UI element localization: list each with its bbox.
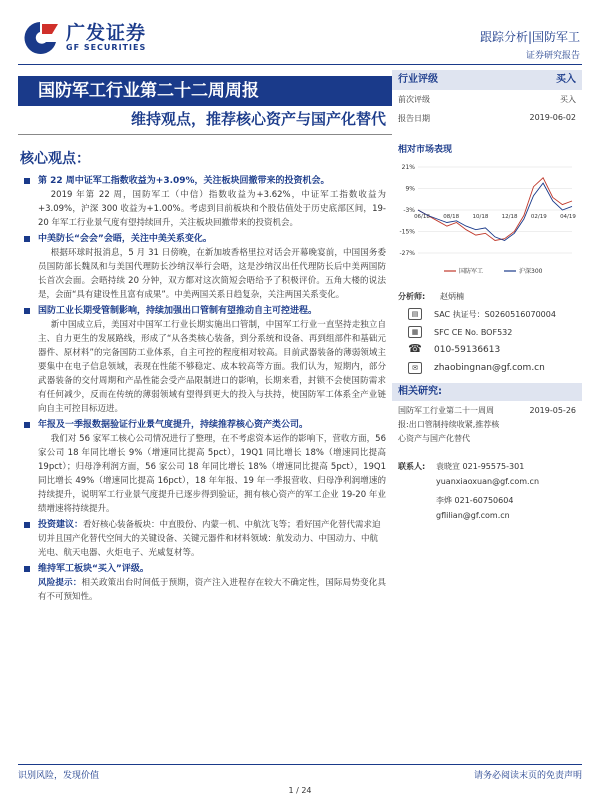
contact-1-email[interactable]: yuanxiaoxuan@gf.com.cn [436,477,540,486]
chart-x-tick: 10/18 [472,214,489,220]
sidebar [392,70,582,523]
id-card-icon: ▤ [408,308,422,320]
risk-label: 风险提示： [38,578,82,588]
point-1-text: 2019 年第 22 周，国防军工（中信）指数收益为+3.62%，中证军工指数收益为+3.09%，沪深 300 收益为+1.00%。考虑到目前板块和个股估值处于历史底部区间，19-20 年军工行业景气度有望持续回升，关注板块回撤带来的投资机会。 [38,190,386,228]
page-header [0,0,600,70]
sac-row [392,305,582,323]
sfc-row [392,323,582,341]
chart-series-line [418,178,572,241]
analyst-row [392,287,582,305]
contact-label: 联系人: [398,462,426,471]
chart-x-tick: 06/18 [414,214,430,220]
analyst-email[interactable]: zhaobingnan@gf.com.cn [434,363,545,373]
point-2-heading: 中美防长“会会”会晤，关注中美关系变化。 [20,232,386,246]
analyst-name: 赵炳楠 [440,291,464,301]
footer-divider [18,764,582,765]
prev-rating-value: 买入 [560,95,576,104]
related-title: 相关研究: [392,383,582,401]
point-2-text: 根据环球时报消息，5 月 31 日傍晚，在新加坡香格里拉对话会开幕晚宴前，中国国务委员国防部长魏凤和与美国代理防长沙纳汉举行会晤，这是沙纳汉出任代理防长后中美两国防长首次会面。会晤持续 20 分钟，双方都对这次简短会晤给予了积极评价。五角大楼的说法是，会面“具有建设性且富有成果”。中美两国关系日趋复杂，关注两国关系变化。 [38,248,386,300]
phone-icon: ☎ [408,342,422,355]
contact-2-email[interactable]: gflilian@gf.com.cn [436,511,510,520]
chart-svg [392,161,582,281]
doc-subtype: 证券研究报告 [525,51,580,61]
point-3-text: 新中国成立后，美国对中国军工行业长期实施出口管制，中国军工行业一直坚持走独立自主、自力更生的发展路线，形成了“从各类核心装备，到分系统和设备、再到组部件和基础元器件、原材料”的完备国防工业体系，自主可控的程度相对较高。目前武器装备的薄弱领域主要集中在电子信息领域，表现在性能不够稳定、成本较高等方面。我们认为，短期内，部分武器装备的交付周期和产品性能会受产品限制进口的影响，长期来看，封锁不会使国防需求有任何减少，反而在传统的薄弱领域有望得到更大的投入与扶持，使国防军工体系全产业链向自主可控目标迈进。 [38,320,386,414]
gf-logo [18,20,146,56]
footer-disclaimer[interactable]: 请务必阅读末页的免责声明 [473,771,582,781]
footer-slogan: 识别风险，发现价值 [18,771,100,781]
chart-y-tick: -27% [399,250,415,257]
subtitle-divider [18,134,392,135]
core-view-title: 核心观点： [20,151,90,167]
rating-bar [392,70,582,90]
sac-number: SAC 执证号：S0260516070004 [434,309,556,319]
doc-type: 跟踪分析|国防军工 [479,30,580,44]
phone-row [392,341,582,359]
main-content [20,148,386,604]
chart-legend-label: 沪深300 [519,268,543,275]
rating-label: 行业评级 [398,74,438,85]
phone-number: 010-59136613 [434,345,501,355]
analyst-label: 分析师: [398,291,426,301]
chart-x-tick: 12/18 [501,214,518,220]
report-title: 国防军工行业第二十二周周报 [18,76,392,106]
risk-row [20,576,386,604]
point-4-heading: 年报及一季报数据验证行业景气度提升，持续推荐核心资产类公司。 [20,418,386,432]
chart-x-tick: 04/19 [560,214,576,220]
analyst-block [392,287,582,377]
related-date: 2019-05-26 [529,406,576,415]
invest-label: 投资建议： [38,520,84,530]
logo-name-en: GF SECURITIES [66,43,147,52]
related-line-1: 国防军工行业第二十一周周 [398,406,494,415]
contact-1-name: 袁晓宣 021-95575-301 [436,462,525,471]
contact-2-name: 李烨 021-60750604 [436,496,514,505]
perf-title: 相对市场表现 [398,145,453,155]
chart-x-tick: 02/19 [530,214,547,220]
point-6-heading: 维持军工板块“买入”评级。 [20,562,386,576]
rating-value: 买入 [556,74,576,85]
email-row [392,359,582,377]
related-line-3: 心资产与国产化替代 [398,434,470,443]
chart-y-tick: -3% [403,207,415,214]
chart-legend-label: 国防军工 [459,268,484,275]
chart-y-tick: 21% [401,164,415,171]
point-3-heading: 国防工业长期受管制影响，持续加强出口管制有望推动自主可控进程。 [20,304,386,318]
chart-x-tick: 08/18 [443,214,460,220]
point-4-text: 我们对 56 家军工核心公司情况进行了整理，在不考虑资本运作的影响下，营收方面，56 家公司 18 年同比增长 9%（增速同比提高 5pct），19Q1 同比增长 18%（增速同比提高 19pct）；归母净利润方面，56 家公司 18 年同比增长 18%（增速同比提高 5pct），19Q1 同比增长 49%（增速同比提高 16pct），18 年年报、19 年一季报营收、归母净利润增速的持续提升，说明军工行业景气度提升已逐步得到验证，拥有核心资产的军工企业 19-20 年业绩增速将持续提升。 [38,434,386,514]
related-item[interactable] [392,401,582,449]
envelope-icon: ✉ [408,362,422,374]
chart-series-line [418,183,572,240]
report-date-row [392,109,582,128]
chart-y-tick: -15% [399,228,415,236]
contacts [392,459,582,523]
performance-chart [392,161,582,281]
report-subtitle: 维持观点，推荐核心资产与国产化替代 [130,110,386,128]
logo-name-cn: 广发证券 [66,22,147,44]
invest-text: 看好核心装备板块：中直股份、内蒙一机、中航沈飞等；看好国产化替代需求迫切并且国产化替代空间大的关键设备、关键元器件和材料领域：航发动力、中国动力、中航光电、航天电器、火炬电子、光威复材等。 [38,520,381,558]
header-divider [18,64,582,65]
prev-rating-label: 前次评级 [398,95,430,104]
chart-y-tick: 9% [405,185,415,193]
report-date-label: 报告日期 [398,114,430,123]
report-date-value: 2019-06-02 [529,113,576,122]
prev-rating-row [392,90,582,109]
point-5-heading [20,518,386,560]
gf-logo-icon [18,20,62,56]
page-number: 1 / 24 [288,786,312,795]
related-line-2: 报:出口管制持续收紧,推荐核 [398,420,500,429]
sfc-number: SFC CE No. BOF532 [434,327,513,337]
point-1-heading: 第 22 周中证军工指数收益为+3.09%，关注板块回撤带来的投资机会。 [20,174,386,188]
certificate-icon: ▦ [408,326,422,338]
risk-text: 相关政策出台时间低于预期，资产注入进程存在较大不确定性，国际局势变化具有不可预知性。 [38,578,386,602]
